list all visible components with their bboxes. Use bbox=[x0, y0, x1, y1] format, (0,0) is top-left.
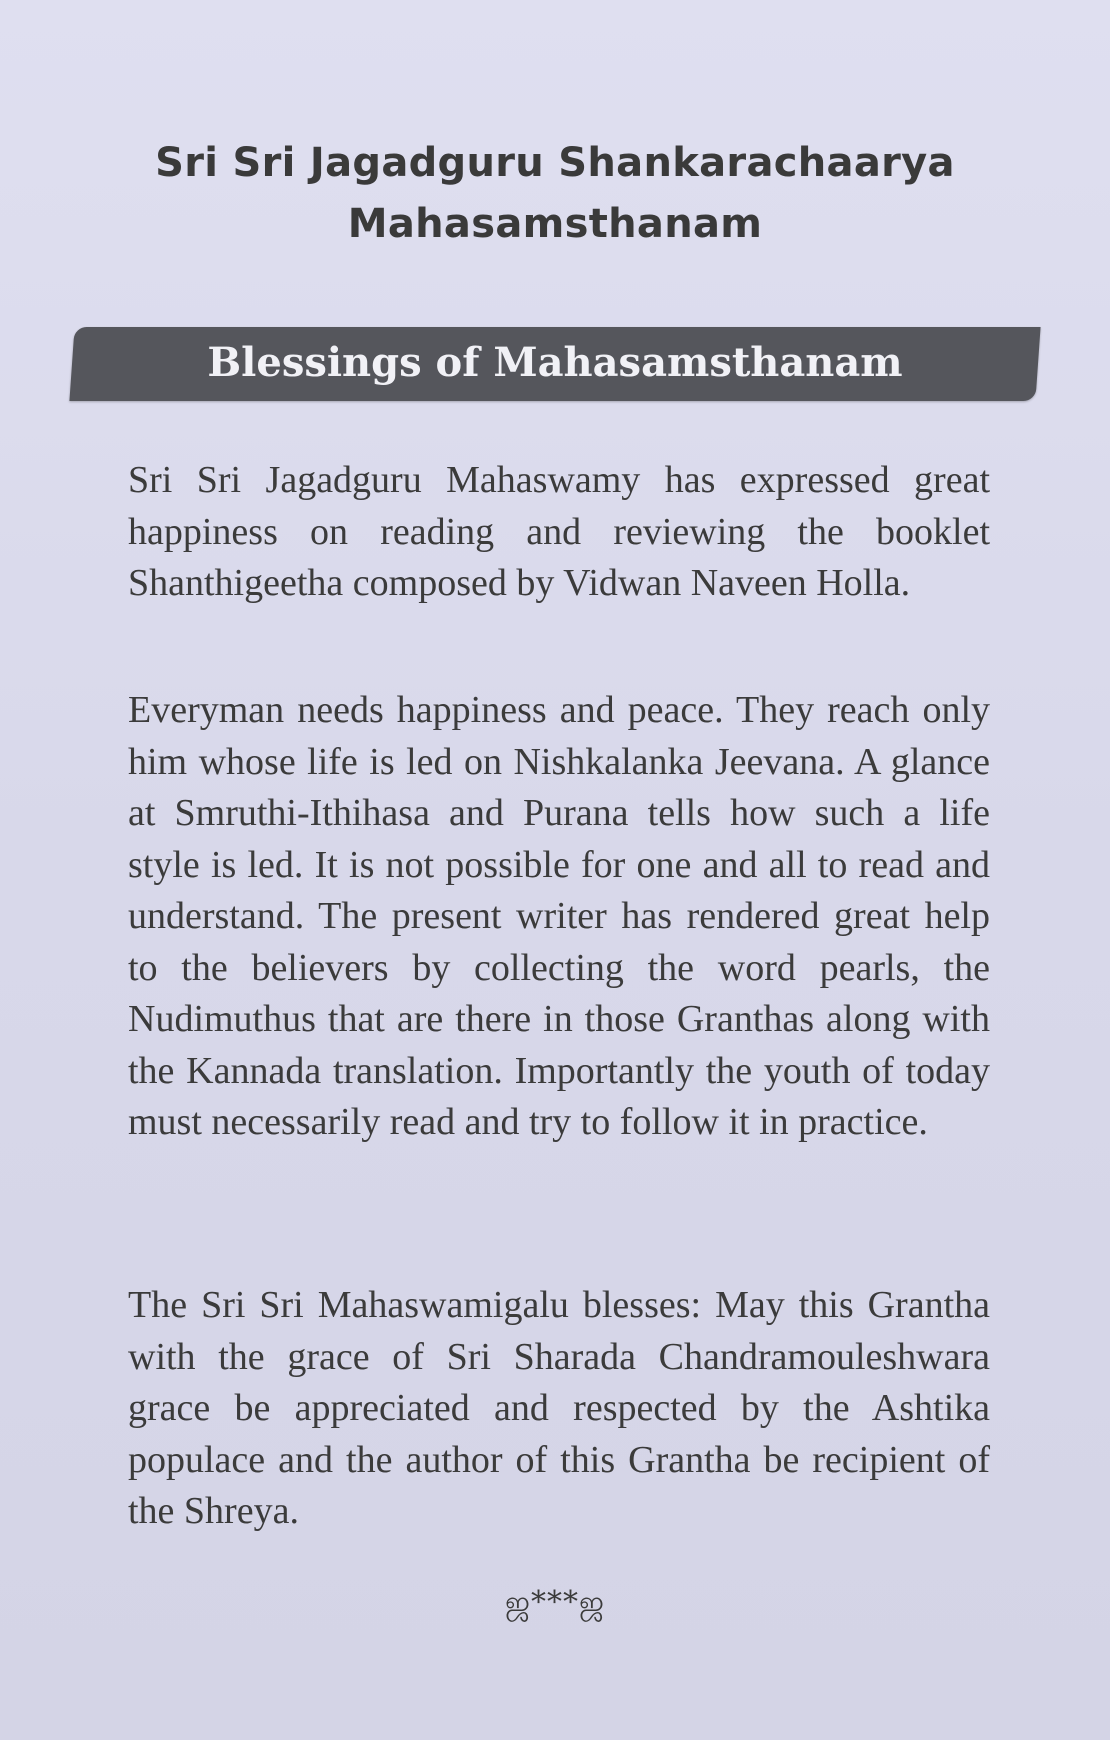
page-title-line-2: Mahasamsthanam bbox=[347, 201, 763, 247]
end-ornament: ஜ***ஜ bbox=[504, 1585, 606, 1620]
section-heading: Blessings of Mahasamsthanam bbox=[207, 339, 903, 386]
paragraph-1: Sri Sri Jagadguru Mahaswamy has expressed great happiness on reading and reviewing the booklet Shanthigeetha composed by Vidwan Naveen Holla. bbox=[128, 459, 990, 604]
page-title-line-1: Sri Sri Jagadguru Shankarachaarya bbox=[155, 140, 955, 186]
paragraph-2: Everyman needs happiness and peace. They reach only him whose life is led on Nishkalanka Jeevana. A glance at Smruthi-Ithihasa and Purana tells how such a life style is led. It is not possible for one and all to read and understand. The present writer has rendered great help to the believers by collecting the word pearls, the Nudimuthus that are there in those Granthas along with the Kannada translation. Importantly the youth of today must necessarily read and try to follow it in practice. bbox=[128, 689, 990, 1143]
paragraph-3: The Sri Sri Mahaswamigalu blesses: May this Grantha with the grace of Sri Sharada Chandramouleshwara grace be appreciated and respected by the Ashtika populace and the author of this Grantha be recipient of the Shreya. bbox=[128, 1284, 990, 1532]
